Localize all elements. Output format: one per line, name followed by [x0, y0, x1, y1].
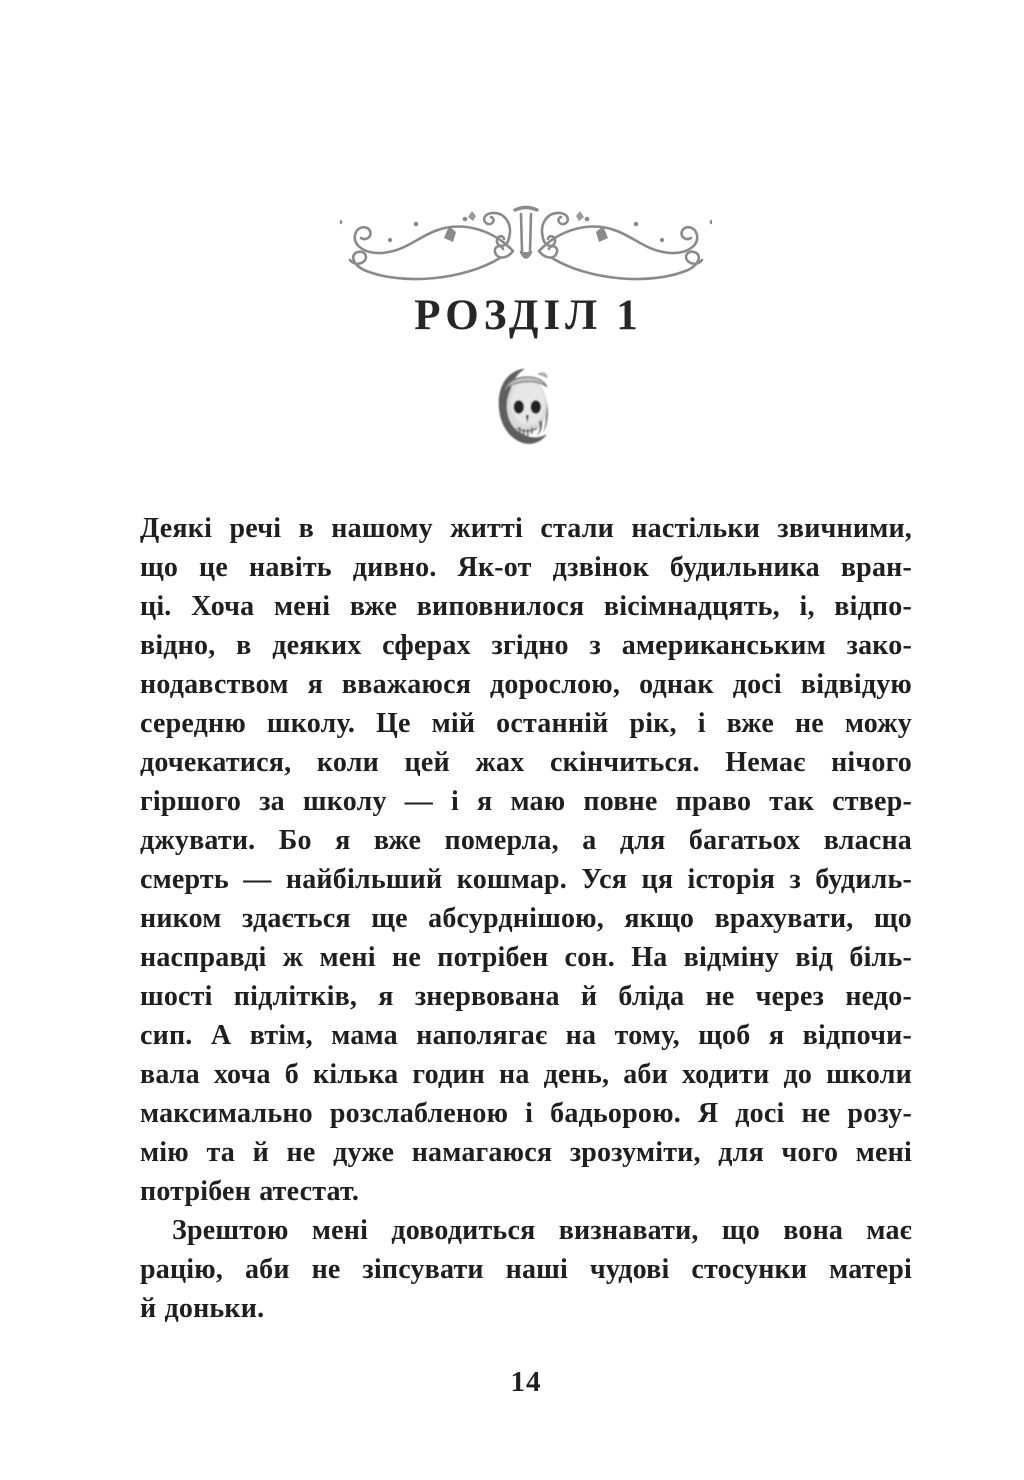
text-line: смерть — найбільший кошмар. Уся ця історія з будиль-	[140, 864, 912, 895]
skull-illustration-icon	[495, 366, 555, 446]
text-line: середню школу. Це мій останній рік, і вже не можу	[140, 708, 912, 739]
chapter-title	[140, 290, 912, 342]
page-number: 14	[510, 1366, 542, 1398]
chapter-number: 1	[616, 292, 638, 339]
text-line: ці. Хоча мені вже виповнилося вісімнадцять, і, відпо-	[140, 591, 912, 622]
text-line: що це навіть дивно. Як-от дзвінок будильника вран-	[140, 552, 912, 583]
text-line: сип. А втім, мама наполягає на тому, щоб я відпочи-	[140, 1020, 912, 1051]
body-text	[140, 509, 912, 1328]
text-line: гіршого за школу — і я маю повне право так ствер-	[140, 786, 912, 817]
text-line: насправді ж мені не потрібен сон. На відміну від біль-	[140, 942, 912, 973]
text-line: ником здається ще абсурднішою, якщо врахувати, що	[140, 903, 912, 934]
text-line: й доньки.	[140, 1293, 265, 1324]
text-line: мію та й не дуже намагаюся зрозуміти, для чого мені	[140, 1137, 912, 1168]
text-line: дочекатися, коли цей жах скінчиться. Немає нічого	[140, 747, 912, 778]
text-line: Зрештою мені доводиться визнавати, що вона має	[172, 1215, 912, 1246]
flourish-divider-icon	[340, 196, 712, 288]
text-line: рацію, аби не зіпсувати наші чудові стосунки матері	[140, 1254, 912, 1285]
chapter-title-word: РОЗДІЛ	[414, 292, 603, 339]
text-line: Деякі речі в нашому житті стали настільки звичними,	[140, 513, 912, 544]
text-line: вала хоча б кілька годин на день, аби ходити до школи	[140, 1059, 912, 1090]
text-line: нодавством я вважаюся дорослою, однак досі відвідую	[140, 669, 912, 700]
book-page	[140, 0, 912, 1480]
text-line: потрібен атестат.	[140, 1176, 360, 1207]
text-line: відно, в деяких сферах згідно з американським зако-	[140, 630, 912, 661]
text-line: шості підлітків, я знервована й бліда не через недо-	[140, 981, 912, 1012]
text-line: максимально розслабленою і бадьорою. Я досі не розу-	[140, 1098, 912, 1129]
text-line: джувати. Бо я вже померла, а для багатьох власна	[140, 825, 912, 856]
